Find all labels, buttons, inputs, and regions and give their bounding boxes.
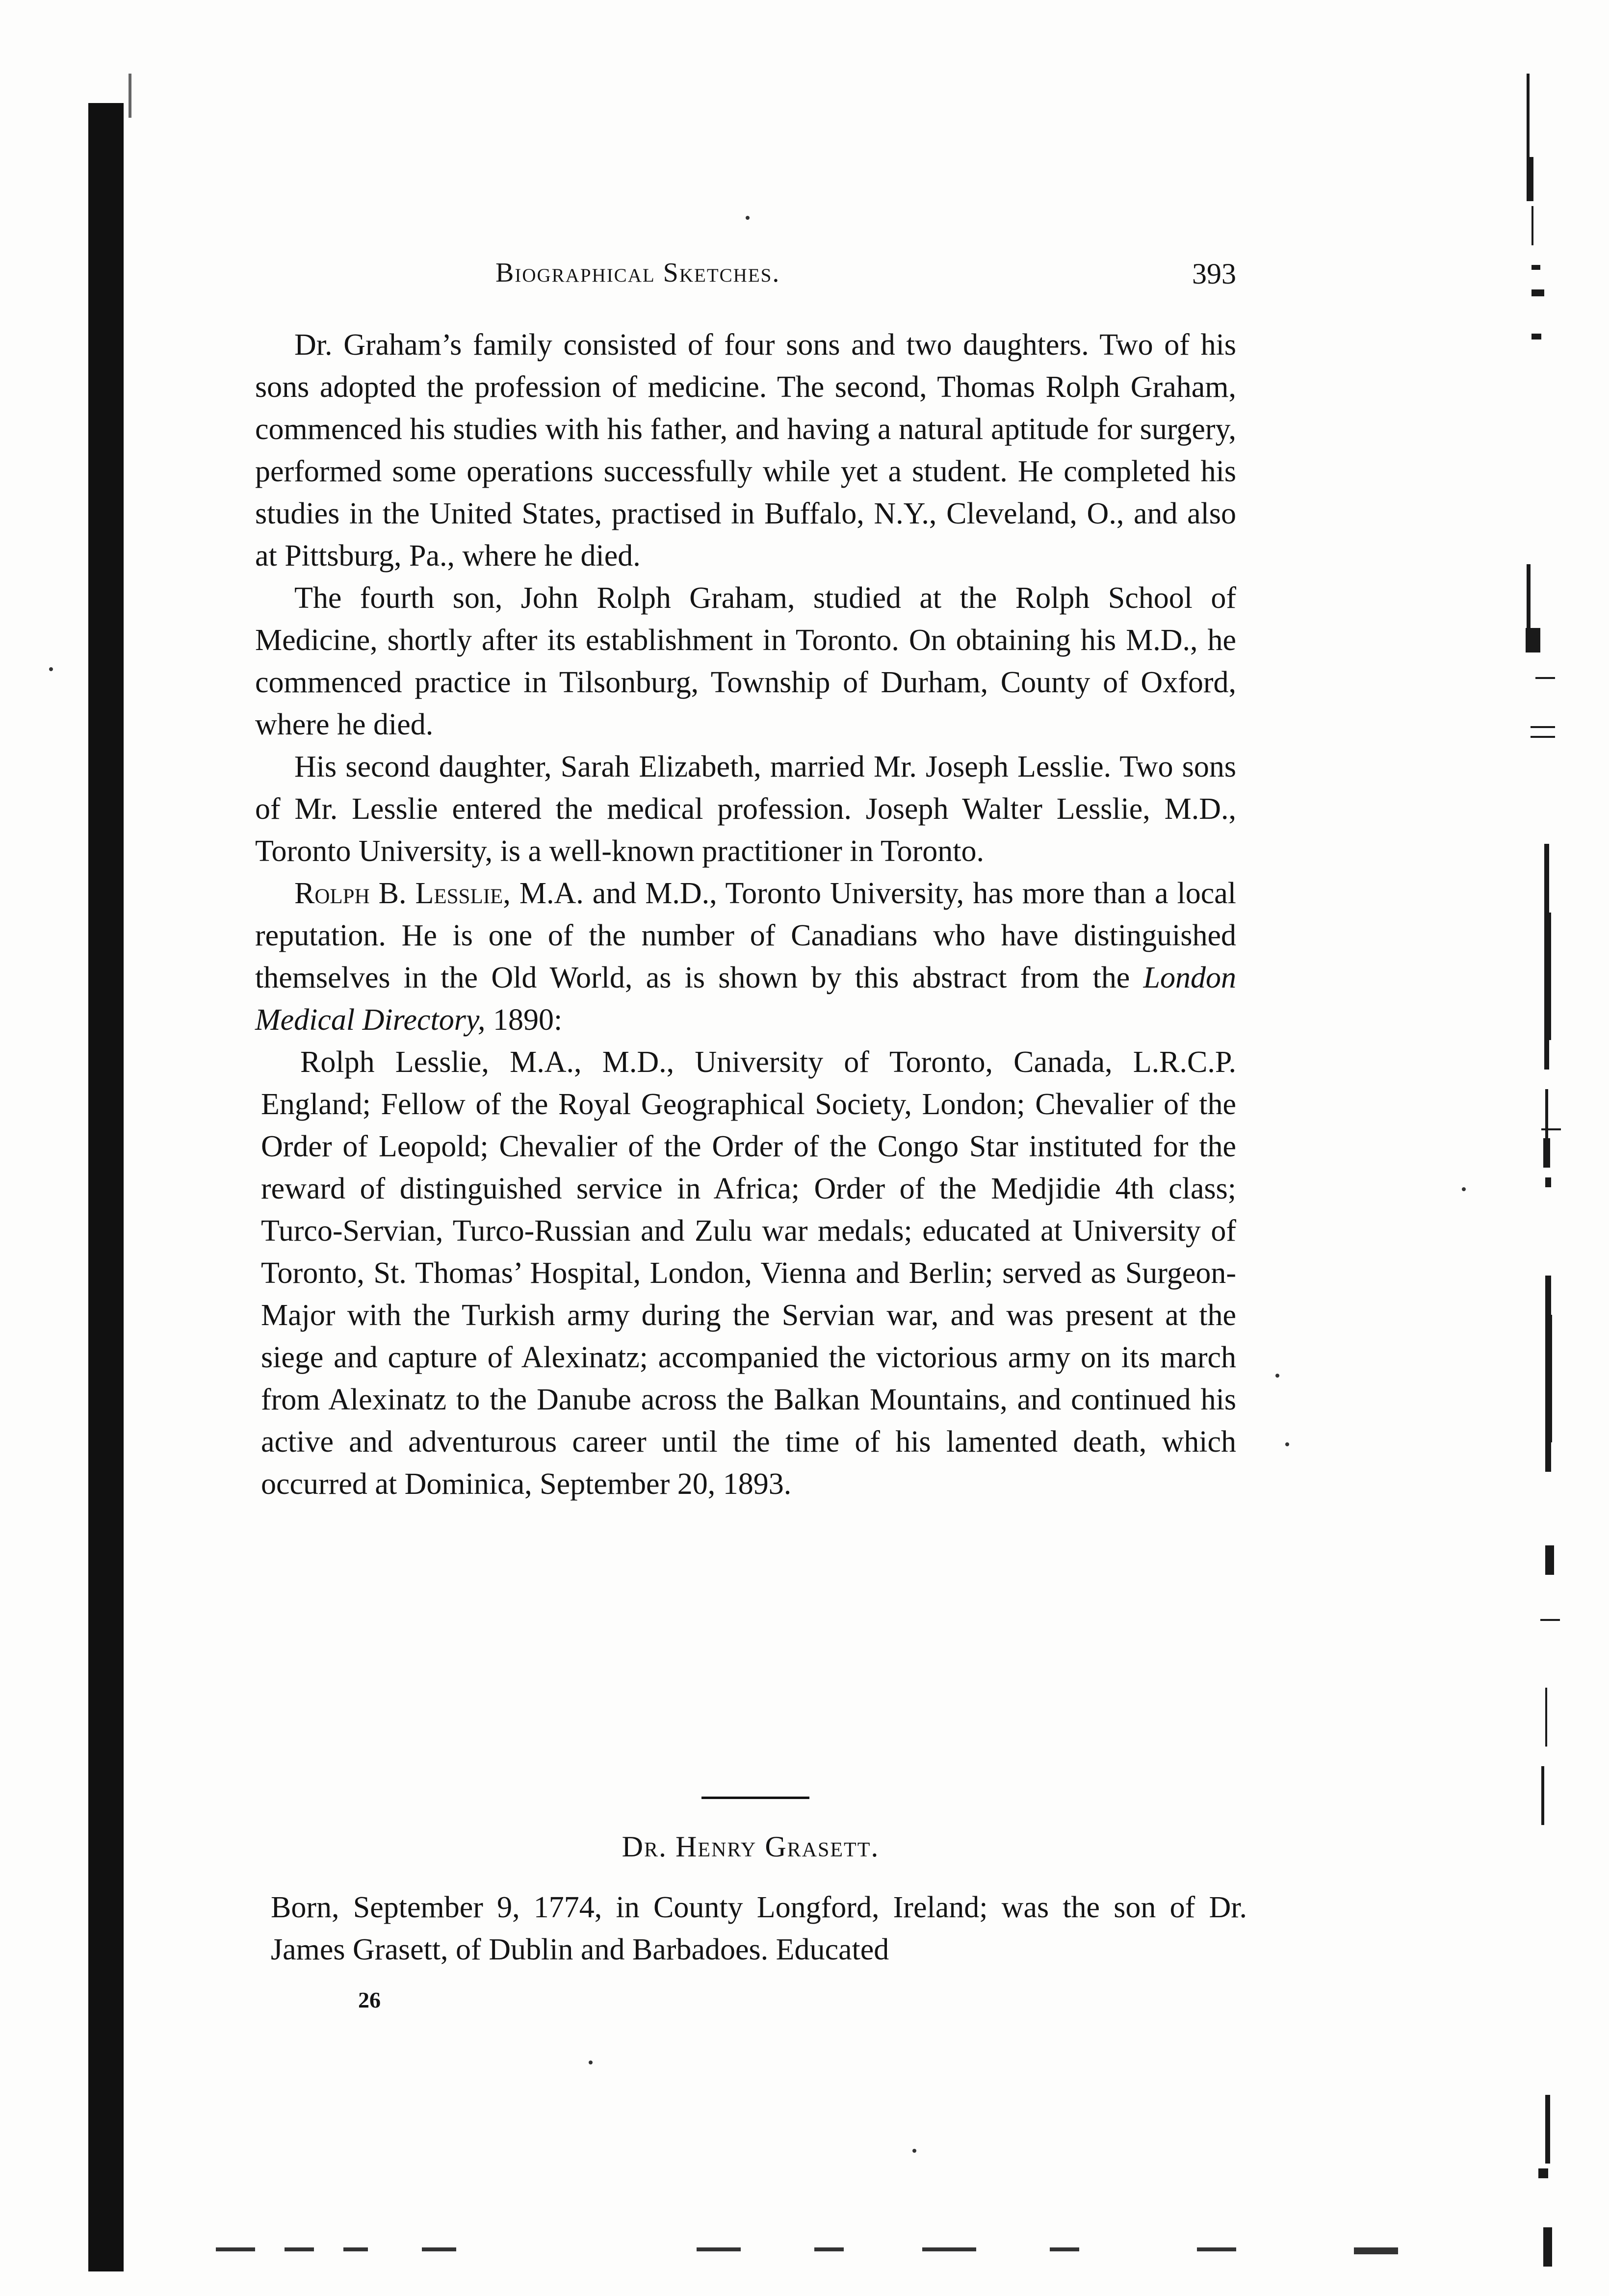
running-title: Biographical Sketches. (495, 258, 780, 288)
section-divider (701, 1797, 809, 1799)
lead-name: Rolph B. Lesslie, (294, 877, 511, 910)
paragraph-text-end: 1890: (485, 1003, 563, 1037)
scan-speck (746, 216, 750, 220)
right-edge-scan-marks (1496, 0, 1609, 2296)
scan-speck (589, 2061, 593, 2064)
page-number: 393 (1192, 258, 1236, 290)
paragraph: Dr. Graham’s family consisted of four sons and two daughters. Two of his sons adopted the profession of medicine. The second, Thomas Rolph Graham, commenced his studies with his father, and having a natural aptitude for surgery, performed some operations successfully while yet a student. He completed his studies in the United States, practised in Buffalo, N.Y., Cleveland, O., and also at Pittsburg, Pa., where he died. (255, 328, 1236, 573)
binding-shadow (88, 103, 124, 2271)
scan-mark (129, 74, 131, 118)
bottom-edge-scan-marks (216, 2244, 1418, 2254)
paragraph: Born, September 9, 1774, in County Longford, Ireland; was the son of Dr. James Grasett, of Dublin and Barbadoes. Educated (271, 1891, 1247, 1966)
section-heading: Dr. Henry Grasett. (622, 1830, 880, 1863)
body-text (255, 324, 1236, 1505)
section-body (271, 1886, 1247, 1971)
paragraph: His second daughter, Sarah Elizabeth, married Mr. Joseph Lesslie. Two sons of Mr. Lesslie entered the medical profession. Joseph Walter Lesslie, M.D., Toronto University, is a well-known practitioner in Toronto. (255, 750, 1236, 868)
scan-speck (1285, 1442, 1289, 1446)
scan-speck (912, 2149, 916, 2153)
paragraph-text: M.A. and M.D., Toronto University, has more than a local reputation. He is one of the number of Canadians who have distinguished themselves in the Old World, as is shown by this abstract from the (255, 877, 1236, 994)
scan-speck (1275, 1374, 1279, 1378)
scan-speck (1462, 1187, 1466, 1191)
paragraph: The fourth son, John Rolph Graham, studied at the Rolph School of Medicine, shortly after its establishment in Toronto. On obtaining his M.D., he commenced practice in Tilsonburg, Township of Durham, County of Oxford, where he died. (255, 581, 1236, 741)
publication-title: London Medical Directory, (255, 961, 1236, 1037)
paragraph (255, 872, 1236, 1041)
scan-speck (49, 667, 53, 671)
quoted-abstract: Rolph Lesslie, M.A., M.D., University of Toronto, Canada, L.R.C.P. England; Fellow of the Royal Geographical Society, London; Chevalier of the Order of Leopold; Chevalier of the Order of the Congo Star instituted for the reward of distinguished service in Africa; Order of the Medjidie 4th class; Turco-Servian, Turco-Russian and Zulu war medals; educated at University of Toronto, St. Thomas’ Hospital, London, Vienna and Berlin; served as Surgeon-Major with the Turkish army during the Servian war, and was present at the siege and capture of Alexinatz; accompanied the victorious army on its march from Alexinatz to the Danube across the Balkan Mountains, and continued his active and adventurous career until the time of his lamented death, which occurred at Dominica, September 20, 1893. (261, 1045, 1236, 1501)
signature-mark: 26 (358, 1987, 381, 2012)
running-head (255, 257, 1236, 296)
